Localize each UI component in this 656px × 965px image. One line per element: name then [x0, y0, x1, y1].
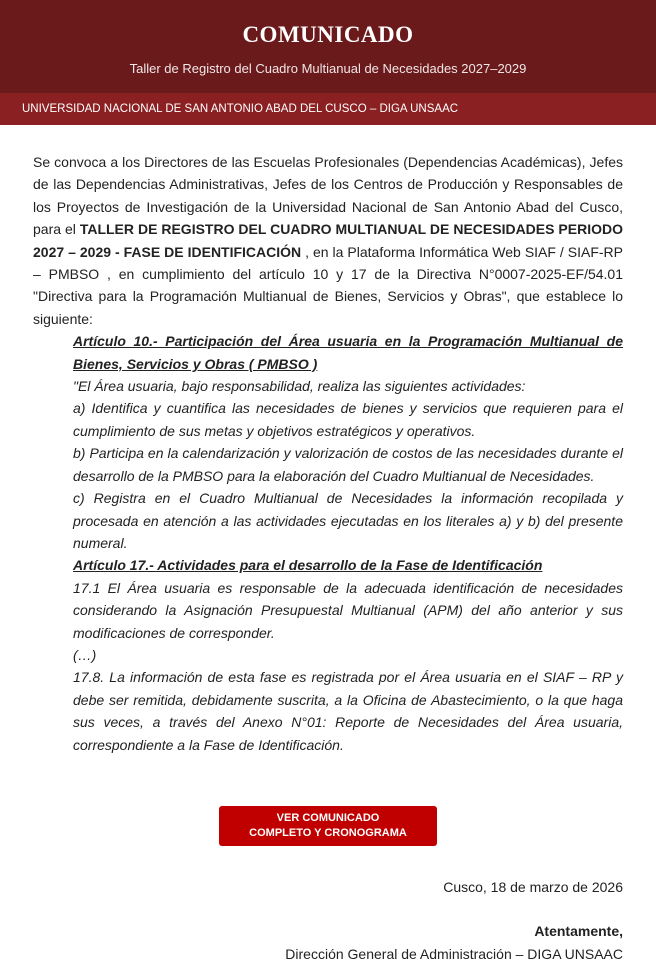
cta-line-2: COMPLETO Y CRONOGRAMA [249, 826, 407, 839]
intro-paragraph [33, 151, 623, 330]
intro-text-2: , en la Plataforma Informática Web SIAF / SIAF-RP – PMBSO , en cumplimiento del artículo 10 y 17 de la Directiva N°0007-2025-EF/54.01 "Directiva para la Programación Multianual de Bienes, Servicios y Obras", que establece lo siguiente: [33, 243, 624, 327]
intro-bold: TALLER DE REGISTRO DEL CUADRO MULTIANUAL DE NECESIDADES PERIODO 2027 – 2029 - FASE DE IDENTIFICACIÓN [33, 221, 623, 260]
article-10-block [73, 330, 623, 756]
article-17-ellipsis: (…) [73, 646, 97, 663]
article-10-item-c: c) Registra en el Cuadro Multianual de Necesidades la información recopilada y procesada en atención a las actividades ejecutadas en los literales a) y b) del presente numeral. [73, 490, 623, 551]
article-10-item-a: a) Identifica y cuantifica las necesidades de bienes y servicios que requieren para el cumplimiento de sus metas y objetivos estratégicos y operativos. [73, 400, 623, 439]
article-17-heading: Artículo 17.- Actividades para el desarrollo de la Fase de Identificación [73, 557, 543, 574]
article-10-lead: "El Área usuaria, bajo responsabilidad, realiza las siguientes actividades: [73, 378, 526, 395]
content [0, 125, 656, 965]
closing: Atentamente, [534, 923, 623, 940]
view-full-communique-button[interactable] [219, 806, 437, 846]
page-subtitle: Taller de Registro del Cuadro Multianual de Necesidades 2027–2029 [129, 61, 527, 76]
institution-band: UNIVERSIDAD NACIONAL DE SAN ANTONIO ABAD DEL CUSCO – DIGA UNSAAC [0, 93, 656, 125]
article-10-item-b: b) Participa en la calendarización y valorización de costos de las necesidades durante el desarrollo de la PMBSO para la elaboración del Cuadro Multianual de Necesidades. [73, 445, 623, 484]
page-title: COMUNICADO [242, 22, 414, 47]
date: Cusco, 18 de marzo de 2026 [443, 878, 623, 895]
cta-line-1: VER COMUNICADO [276, 811, 380, 824]
article-17-item-8: 17.8. La información de esta fase es registrada por el Área usuaria en el SIAF – RP y debe ser remitida, debidamente suscrita, a la Oficina de Abastecimiento, o la que haga sus veces, a través del Anexo N°01: Reporte de Necesidades del Área usuaria, correspondiente a la Fase de Identificación. [73, 669, 623, 753]
article-10-heading: Artículo 10.- Participación del Área usuaria en la Programación Multianual de Bienes, Servicios y Obras ( PMBSO ) [73, 333, 623, 372]
cta-wrapper [33, 806, 623, 846]
signature: Dirección General de Administración – DIGA UNSAAC [285, 945, 623, 962]
header [0, 0, 656, 93]
intro-text-1: Se convoca a los Directores de las Escuelas Profesionales (Dependencias Académicas), Jefes de las Dependencias Administrativas, Jefes de los Centros de Producción y Responsables de los Proyectos de Investigación de la Universidad Nacional de San Antonio Abad del Cusco, para el [33, 154, 623, 238]
article-17-item-1: 17.1 El Área usuaria es responsable de la adecuada identificación de necesidades considerando la Asignación Presupuestal Multianual (APM) del año anterior y sus modificaciones de corresponder. [73, 579, 623, 641]
